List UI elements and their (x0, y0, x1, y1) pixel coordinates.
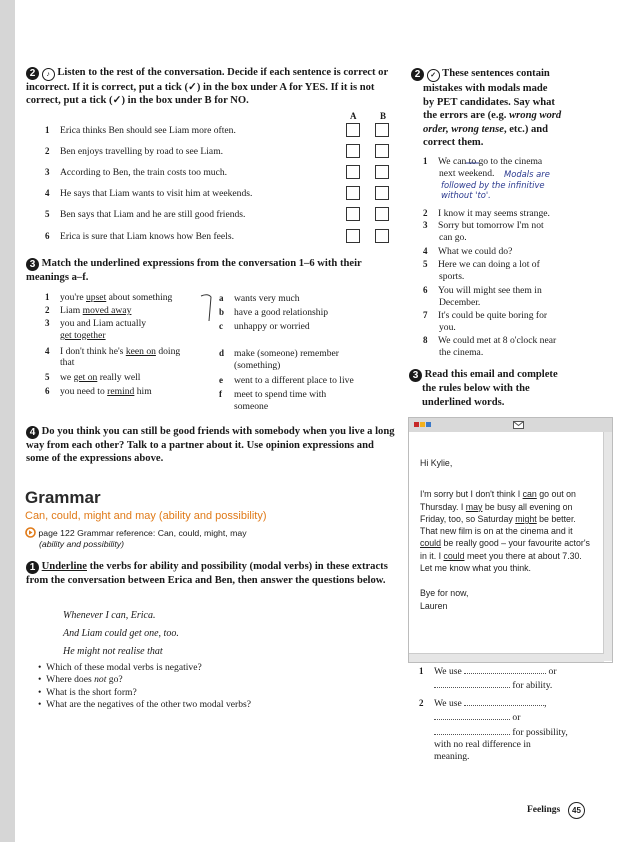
horizontal-scrollbar[interactable] (409, 653, 604, 662)
item-number: 2 (45, 146, 50, 156)
section-name: Feelings (527, 805, 561, 815)
email-line (420, 501, 606, 513)
email-line (420, 537, 606, 549)
meaning-text: meet to spend time with (234, 389, 327, 400)
email-line (420, 513, 606, 525)
underlined-modal: could (443, 550, 465, 561)
email-line (420, 525, 606, 537)
item-number: 5 (45, 209, 50, 219)
sentence-text: sports. (439, 271, 465, 283)
blank-field[interactable] (434, 725, 510, 735)
ex2-right-instruction: 2 ✓ These sentences contain mistakes with modals made by PET candidates. Say what the errors are (e.g. wrong word order, wrong tense, etc.) and correct them. (411, 67, 611, 150)
checkbox-no[interactable] (375, 165, 389, 179)
item-number: 3 (45, 318, 50, 328)
sentence-text: Erica is sure that Liam knows how Ben feels. (60, 231, 234, 242)
ex2-sentence (45, 166, 227, 179)
mistake-sentence (423, 284, 542, 310)
list-item: • What is the short form? (38, 686, 137, 698)
sentence-text: you. (439, 322, 456, 334)
handwritten-note: Modals are followed by the infinitive without 'to'. (441, 169, 550, 200)
ex2-sentence (45, 208, 245, 221)
email-toolbar (409, 418, 612, 432)
email-text: be better. (536, 513, 576, 524)
meaning-letter: b (219, 307, 225, 317)
mistake-sentence (423, 245, 512, 258)
item-number: 6 (423, 285, 428, 295)
sentence-line (423, 271, 540, 283)
blank-field[interactable] (434, 710, 510, 720)
meaning-item (219, 374, 354, 387)
sentence-line (423, 309, 547, 322)
item-number: 1 (45, 292, 50, 302)
meaning-letter: f (219, 389, 222, 399)
email-greeting: Hi Kylie, (420, 458, 453, 468)
list-item: • Which of these modal verbs is negative? (38, 662, 202, 673)
email-text: be really good – your favourite actor's (441, 538, 590, 549)
checkbox-yes[interactable] (346, 123, 360, 137)
meaning-text: wants very much (234, 293, 300, 304)
underlined-expression: get on (73, 372, 98, 383)
checkbox-yes[interactable] (346, 229, 360, 243)
email-body (409, 457, 612, 612)
checkbox-no[interactable] (375, 207, 389, 221)
sentence-text: December. (439, 297, 481, 309)
ex2-sentence (45, 230, 234, 243)
envelope-icon[interactable] (513, 421, 524, 429)
ex3-right-instruction: 3 Read this email and complete the rules below with the underlined words. (409, 368, 609, 409)
email-text: That new film is on at the cinema and it (420, 526, 573, 537)
sentence-line (423, 347, 556, 359)
expression-item (45, 304, 131, 317)
email-text: Thursday. I (420, 501, 466, 512)
expression-text: I don't think he's (60, 346, 126, 357)
blank-field[interactable] (464, 696, 544, 706)
grammar-title: Grammar (25, 488, 101, 507)
sentence-line (423, 155, 542, 168)
ex3-instruction: 3 Match the underlined expressions from the conversation 1–6 with their meanings a–f. (26, 258, 362, 283)
item-number: 6 (45, 231, 50, 241)
column-a-header: A (350, 111, 357, 121)
rule-2: 2 We use , (419, 697, 547, 709)
sentence-text: Ben enjoys travelling by road to see Liam. (60, 146, 224, 157)
expression-text: about something (106, 292, 173, 303)
expression-text: him (134, 386, 152, 397)
sentence-text: Here we can doing a lot of (438, 259, 540, 270)
sentence-text: next weekend. (439, 168, 495, 180)
meaning-letter: d (219, 348, 225, 358)
item-number: 1 (45, 125, 50, 135)
underlined-expression: moved away (82, 305, 132, 316)
item-number: 2 (45, 305, 50, 315)
email-text: Friday, too, so Saturday (420, 513, 516, 524)
item-number: 3 (423, 220, 428, 230)
ex4-number: 4 (26, 426, 39, 439)
underlined-expression: remind (107, 386, 135, 397)
underlined-expression: get together (60, 330, 106, 341)
mistake-sentence (423, 219, 544, 245)
grammar-subtitle: Can, could, might and may (ability and possibility) (25, 510, 267, 522)
sentence-text: can go. (439, 232, 467, 244)
sentence-line (423, 284, 542, 297)
expression-text: Liam (60, 305, 83, 316)
sentence-text: Sorry but tomorrow I'm not (438, 220, 544, 231)
meaning-text: have a good relationship (234, 307, 329, 318)
sentence-line (423, 232, 544, 244)
mistake-sentence (423, 334, 556, 360)
email-text: Let me know what you think. (420, 563, 531, 574)
meaning-item (219, 388, 326, 401)
expression-text: you and Liam actually (60, 318, 147, 329)
ex3-right-number: 3 (409, 369, 422, 382)
meaning-letter: c (219, 321, 223, 331)
meaning-item (219, 292, 300, 305)
item-number: 4 (423, 246, 428, 256)
meaning-text: (something) (234, 360, 281, 371)
sentence-text: He says that Liam wants to visit him at weekends. (60, 188, 253, 199)
item-number: 3 (45, 167, 50, 177)
meaning-item (219, 320, 310, 333)
underlined-expression: keen on (125, 346, 156, 357)
extracts (63, 607, 179, 661)
checkbox-no[interactable] (375, 123, 389, 137)
sentence-line (423, 245, 512, 258)
expression-item (45, 385, 152, 398)
meaning-item (219, 347, 339, 360)
item-number: 4 (45, 346, 50, 356)
checkbox-no[interactable] (375, 229, 389, 243)
checkbox-no[interactable] (375, 144, 389, 158)
expression-item (45, 291, 172, 304)
sentence-text: We can to go to the cinema (438, 156, 543, 167)
blank-field[interactable] (434, 678, 510, 688)
sentence-text: It's could be quite boring for (438, 310, 548, 321)
meaning-letter: a (219, 293, 224, 303)
sentence-line (423, 258, 540, 271)
expression-text: doing (155, 346, 181, 357)
grammar-ex1-number: 1 (26, 561, 39, 574)
expression-text: you need to (60, 386, 108, 397)
sentence-text: According to Ben, the train costs too much. (60, 167, 228, 178)
sentence-text: You will might see them in (438, 285, 542, 296)
sentence-text: Ben says that Liam and he are still good friends. (60, 209, 246, 220)
meaning-text: someone (234, 401, 269, 412)
email-line (420, 488, 606, 500)
expression-text: we (60, 372, 74, 383)
toolbar-icon[interactable] (420, 422, 425, 427)
arrow-right-icon (25, 527, 36, 538)
checkbox-yes[interactable] (346, 165, 360, 179)
underlined-modal: could (420, 538, 442, 549)
ex3-number: 3 (26, 258, 39, 271)
mistake-sentence (423, 258, 540, 284)
email-message (420, 488, 606, 574)
rule-1: 1 We use or (419, 666, 557, 677)
item-number: 6 (45, 386, 50, 396)
expression-item (45, 317, 146, 330)
meaning-item (219, 401, 268, 413)
email-signoff: Bye for now, (420, 588, 469, 599)
ex2-number: 2 (26, 67, 39, 80)
grammar-reference[interactable]: page 122 Grammar reference: Can, could, might, may (ability and possibility) (25, 527, 247, 550)
underlined-modal: may (465, 501, 483, 512)
question-bullets (38, 662, 251, 712)
expression-text: really well (97, 372, 141, 383)
expression-item (45, 371, 140, 384)
ex2-sentence (45, 124, 236, 137)
item-number: 5 (45, 372, 50, 382)
email-text: be busy all evening on (482, 501, 573, 512)
toolbar-icon[interactable] (414, 422, 419, 427)
item-number: 7 (423, 310, 428, 320)
column-b-header: B (380, 111, 387, 121)
sentence-line (423, 297, 542, 309)
extract: He might not realise that (63, 646, 163, 657)
sentence-text: We could met at 8 o'clock near (438, 335, 557, 346)
exam-icon: ✓ (427, 69, 440, 82)
email-line (420, 562, 606, 574)
item-number: 5 (423, 259, 428, 269)
item-number: 2 (423, 208, 428, 218)
email-text: go out on (536, 489, 576, 500)
email-text: meet you there at about 7.30. (464, 550, 582, 561)
extract: And Liam could get one, too. (63, 628, 179, 639)
expression-item (45, 330, 106, 342)
sentence-text: the cinema. (439, 347, 484, 359)
sentence-text: I know it may seems strange. (438, 208, 550, 219)
match-line (200, 291, 214, 325)
list-item: • Where does not go? (38, 674, 123, 686)
item-number: 1 (423, 156, 428, 166)
strike-mark (465, 159, 481, 167)
email-line (420, 550, 606, 562)
email-text: in it. I (420, 550, 444, 561)
meaning-text: unhappy or worried (234, 321, 310, 332)
ex2-instruction: 2 ♪ Listen to the rest of the conversation. Decide if each sentence is correct or incorrect. If it is correct, put a tick (✓) in the box under A for YES. If it is not correct, put a tick (✓) in the box under B for NO. (26, 67, 388, 106)
list-item: • What are the negatives of the other two modal verbs? (38, 699, 252, 711)
ex2-sentence (45, 145, 223, 158)
meaning-item (219, 306, 328, 319)
toolbar-icon[interactable] (426, 422, 431, 427)
checkbox-yes[interactable] (346, 186, 360, 200)
sentence-text: Erica thinks Ben should see Liam more often. (60, 125, 236, 136)
meaning-item (219, 360, 280, 372)
item-number: 4 (45, 188, 50, 198)
email-window (408, 417, 613, 663)
ex2-sentence (45, 187, 252, 200)
underlined-modal: can (522, 489, 537, 500)
checkbox-yes[interactable] (346, 207, 360, 221)
blank-field[interactable] (464, 664, 546, 674)
ex4-instruction: 4 Do you think you can still be good friends with somebody when you live a long way from each other? Talk to a partner about it. Use opinion expressions and some of the expressions above. (26, 426, 395, 464)
email-text: I'm sorry but I don't think I (420, 489, 523, 500)
page-number: 45 (568, 802, 585, 819)
page-edge-strip (0, 0, 15, 842)
item-number: 8 (423, 335, 428, 345)
sentence-line (423, 334, 556, 347)
sentence-line (423, 219, 544, 232)
meaning-text: went to a different place to live (234, 375, 354, 386)
grammar-ex1-instruction: 1 Underline the verbs for ability and possibility (modal verbs) in these extracts from the conversation between Erica and Ben, then answer the questions below. (26, 561, 388, 586)
underlined-expression: upset (85, 292, 107, 303)
checkbox-yes[interactable] (346, 144, 360, 158)
sentence-line (423, 322, 547, 334)
checkbox-no[interactable] (375, 186, 389, 200)
vertical-scrollbar[interactable] (603, 432, 612, 661)
ex2-right-number: 2 (411, 68, 424, 81)
mistake-sentence (423, 309, 547, 335)
sentence-text: What we could do? (438, 246, 513, 257)
underlined-modal: might (515, 513, 537, 524)
expression-text: you're (60, 292, 86, 303)
audio-icon: ♪ (42, 68, 55, 81)
expression-text: that (60, 357, 75, 368)
meaning-text: make (someone) remember (234, 348, 339, 359)
extract: Whenever I can, Erica. (63, 610, 156, 621)
email-sender: Lauren (420, 600, 448, 611)
expression-item (45, 357, 74, 369)
meaning-letter: e (219, 375, 223, 385)
rules-list: 1 We use or for ability. 2 We use , or for possibility, with no real difference in meaning. (419, 666, 568, 763)
